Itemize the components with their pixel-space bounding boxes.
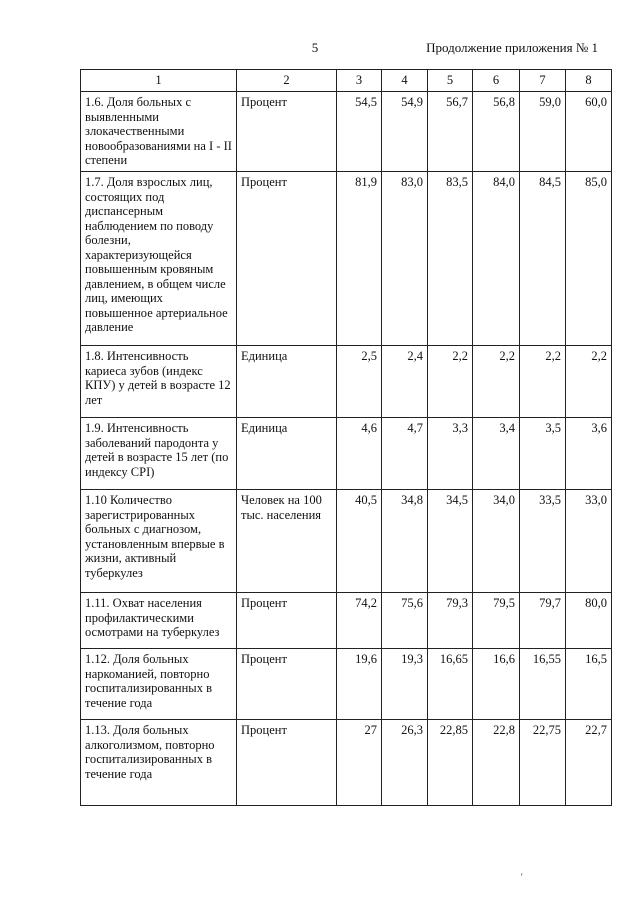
- value-cell: 19,6: [337, 649, 382, 720]
- unit-cell: Единица: [237, 346, 337, 418]
- column-header: 2: [237, 70, 337, 92]
- value-cell: 2,2: [428, 346, 473, 418]
- value-cell: 2,4: [382, 346, 428, 418]
- unit-cell: Процент: [237, 720, 337, 806]
- column-header: 4: [382, 70, 428, 92]
- value-cell: 22,85: [428, 720, 473, 806]
- indicator-cell: 1.12. Доля больных наркоманией, повторно госпитализированных в течение года: [81, 649, 237, 720]
- value-cell: 85,0: [566, 172, 612, 346]
- value-cell: 34,5: [428, 490, 473, 593]
- column-header: 6: [473, 70, 520, 92]
- value-cell: 3,4: [473, 418, 520, 490]
- value-cell: 79,3: [428, 593, 473, 649]
- value-cell: 75,6: [382, 593, 428, 649]
- value-cell: 3,5: [520, 418, 566, 490]
- column-header: 8: [566, 70, 612, 92]
- indicator-cell: 1.10 Количество зарегистрированных больных с диагнозом, установленным впервые в жизни, активный туберкулез: [81, 490, 237, 593]
- value-cell: 3,6: [566, 418, 612, 490]
- indicator-cell: 1.9. Интенсивность заболеваний пародонта у детей в возрасте 15 лет (по индексу CPI): [81, 418, 237, 490]
- indicator-cell: 1.11. Охват населения профилактическими осмотрами на туберкулез: [81, 593, 237, 649]
- value-cell: 83,0: [382, 172, 428, 346]
- unit-cell: Единица: [237, 418, 337, 490]
- value-cell: 84,5: [520, 172, 566, 346]
- value-cell: 54,9: [382, 92, 428, 172]
- value-cell: 4,6: [337, 418, 382, 490]
- value-cell: 27: [337, 720, 382, 806]
- value-cell: 54,5: [337, 92, 382, 172]
- value-cell: 22,7: [566, 720, 612, 806]
- unit-cell: Процент: [237, 172, 337, 346]
- value-cell: 16,55: [520, 649, 566, 720]
- table-row: [81, 490, 612, 593]
- table-row: [81, 418, 612, 490]
- value-cell: 74,2: [337, 593, 382, 649]
- value-cell: 2,2: [566, 346, 612, 418]
- value-cell: 60,0: [566, 92, 612, 172]
- column-header: 3: [337, 70, 382, 92]
- table-header-row: [81, 70, 612, 92]
- table-row: [81, 649, 612, 720]
- unit-cell: Процент: [237, 649, 337, 720]
- value-cell: 22,75: [520, 720, 566, 806]
- value-cell: 40,5: [337, 490, 382, 593]
- value-cell: 34,0: [473, 490, 520, 593]
- value-cell: 16,65: [428, 649, 473, 720]
- unit-cell: Процент: [237, 593, 337, 649]
- indicator-cell: 1.7. Доля взрослых лиц, состоящих под диспансерным наблюдением по поводу болезни, характеризующейся повышенным кровяным давлением, в общем числе лиц, имеющих повышенное артериальное давление: [81, 172, 237, 346]
- scan-mark: ': [521, 872, 523, 882]
- column-header: 5: [428, 70, 473, 92]
- table-row: [81, 720, 612, 806]
- table-row: [81, 593, 612, 649]
- value-cell: 2,2: [520, 346, 566, 418]
- value-cell: 4,7: [382, 418, 428, 490]
- appendix-continuation-note: Продолжение приложения № 1: [426, 40, 598, 55]
- value-cell: 81,9: [337, 172, 382, 346]
- unit-cell: Человек на 100 тыс. населения: [237, 490, 337, 593]
- page-number: 5: [311, 40, 319, 55]
- value-cell: 56,7: [428, 92, 473, 172]
- unit-cell: Процент: [237, 92, 337, 172]
- value-cell: 56,8: [473, 92, 520, 172]
- value-cell: 33,0: [566, 490, 612, 593]
- value-cell: 22,8: [473, 720, 520, 806]
- value-cell: 33,5: [520, 490, 566, 593]
- value-cell: 83,5: [428, 172, 473, 346]
- value-cell: 26,3: [382, 720, 428, 806]
- value-cell: 2,2: [473, 346, 520, 418]
- value-cell: 84,0: [473, 172, 520, 346]
- value-cell: 80,0: [566, 593, 612, 649]
- indicator-cell: 1.8. Интенсивность кариеса зубов (индекс КПУ) у детей в возрасте 12 лет: [81, 346, 237, 418]
- value-cell: 16,5: [566, 649, 612, 720]
- indicator-cell: 1.6. Доля больных с выявленными злокачественными новообразованиями на I - II степени: [81, 92, 237, 172]
- value-cell: 3,3: [428, 418, 473, 490]
- indicators-table: [80, 69, 612, 806]
- value-cell: 79,5: [473, 593, 520, 649]
- value-cell: 79,7: [520, 593, 566, 649]
- column-header: 7: [520, 70, 566, 92]
- indicator-cell: 1.13. Доля больных алкоголизмом, повторно госпитализированных в течение года: [81, 720, 237, 806]
- table-row: [81, 346, 612, 418]
- table-row: [81, 172, 612, 346]
- value-cell: 59,0: [520, 92, 566, 172]
- value-cell: 16,6: [473, 649, 520, 720]
- column-header: 1: [81, 70, 237, 92]
- value-cell: 34,8: [382, 490, 428, 593]
- value-cell: 2,5: [337, 346, 382, 418]
- table-row: [81, 92, 612, 172]
- value-cell: 19,3: [382, 649, 428, 720]
